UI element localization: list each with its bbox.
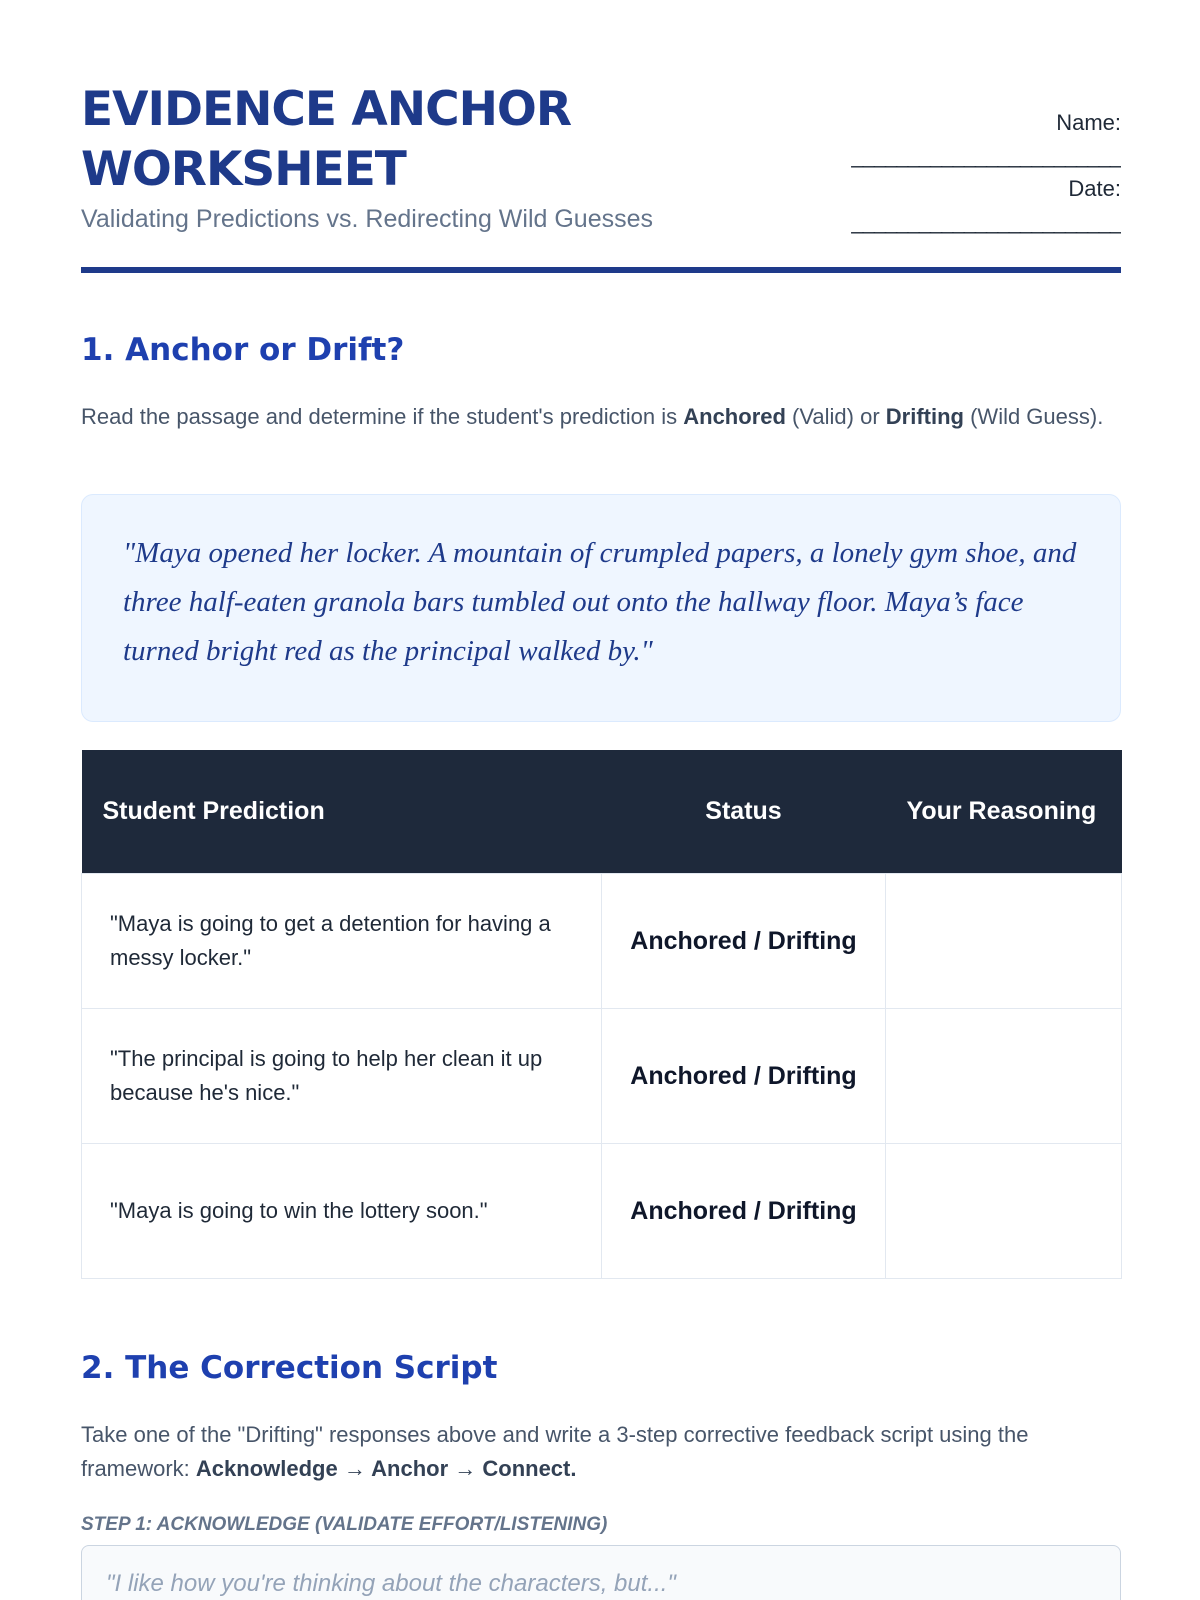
worksheet-title: EVIDENCE ANCHOR WORKSHEET (81, 82, 572, 197)
name-label: Name: (1056, 110, 1121, 135)
instructions-text: Take one of the "Drifting" responses above and write a 3-step corrective feedback script using the framework: (81, 1422, 1029, 1481)
worksheet-header (81, 80, 1121, 276)
table-header-row (82, 750, 1122, 873)
name-line[interactable]: ________________________ (851, 143, 1121, 168)
instructions-text-after: (Wild Guess). (963, 404, 1104, 429)
header-student-prediction: Student Prediction (82, 750, 602, 873)
header-status: Status (602, 750, 886, 873)
prediction-cell: "Maya is going to get a detention for having a messy locker." (82, 873, 602, 1008)
prediction-cell: "Maya is going to win the lottery soon." (82, 1143, 602, 1278)
table-row (82, 1143, 1122, 1278)
table-row (82, 873, 1122, 1008)
date-label: Date: (1068, 176, 1121, 201)
status-cell[interactable]: Anchored / Drifting (602, 1143, 886, 1278)
reasoning-cell[interactable] (886, 873, 1122, 1008)
section-1-title: 1. Anchor or Drift? (81, 332, 405, 368)
step-1-input[interactable]: "I like how you're thinking about the characters, but..." (81, 1545, 1121, 1600)
section-2-instructions (81, 1418, 1121, 1486)
instructions-text-middle: (Valid) or (785, 404, 886, 429)
table-row (82, 1008, 1122, 1143)
prediction-table (81, 750, 1122, 1279)
status-cell[interactable]: Anchored / Drifting (602, 1008, 886, 1143)
term-anchored: Anchored (683, 404, 786, 429)
status-cell[interactable]: Anchored / Drifting (602, 873, 886, 1008)
framework-text: Acknowledge → Anchor → Connect. (195, 1456, 577, 1481)
step-1-label: STEP 1: ACKNOWLEDGE (VALIDATE EFFORT/LISTENING) (81, 1514, 608, 1535)
section-1-instructions (81, 400, 1121, 434)
instructions-text-before: Read the passage and determine if the student's prediction is (81, 404, 684, 429)
worksheet-subtitle: Validating Predictions vs. Redirecting Wild Guesses (81, 205, 654, 233)
header-divider (81, 267, 1121, 273)
reading-passage: "Maya opened her locker. A mountain of crumpled papers, a lonely gym shoe, and three half-eaten granola bars tumbled out onto the hallway floor. Maya’s face turned bright red as the principal walked by." (81, 494, 1121, 722)
reasoning-cell[interactable] (886, 1143, 1122, 1278)
date-line[interactable]: ________________________ (851, 209, 1121, 234)
reasoning-cell[interactable] (886, 1008, 1122, 1143)
header-your-reasoning: Your Reasoning (886, 750, 1122, 873)
term-drifting: Drifting (885, 404, 964, 429)
prediction-cell: "The principal is going to help her clean it up because he's nice." (82, 1008, 602, 1143)
name-date-fields (821, 106, 1121, 238)
section-2-title: 2. The Correction Script (81, 1350, 498, 1386)
